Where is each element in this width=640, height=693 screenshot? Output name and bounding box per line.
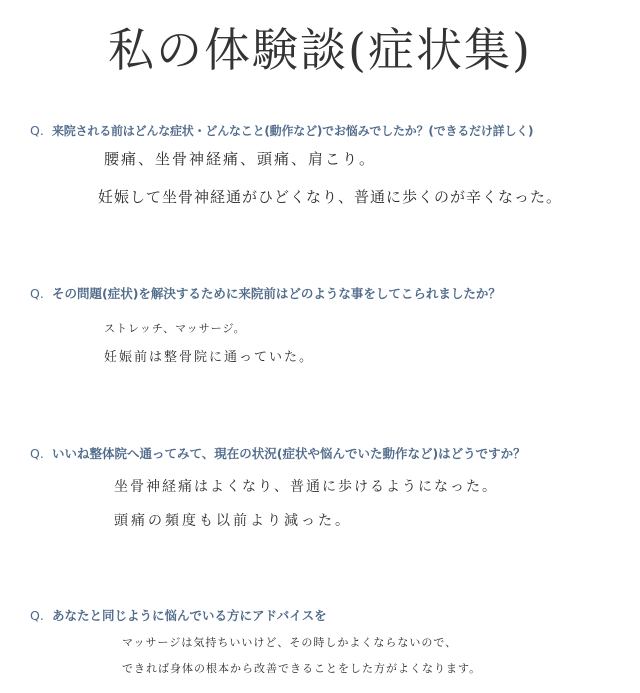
answer-line: 坐骨神経痛はよくなり、普通に歩けるようになった。 — [114, 479, 498, 495]
question-1 — [30, 122, 632, 139]
answer-line: 妊娠して坐骨神経通がひどくなり、普通に歩くのが辛くなった。 — [98, 188, 563, 206]
answer-line: 頭痛の頻度も以前より減った。 — [114, 513, 352, 529]
answer-line: 妊娠前は整骨院に通っていた。 — [104, 350, 315, 365]
answer-line: できれば身体の根本から改善できることをした方がよくなります。 — [122, 662, 482, 675]
question-4 — [30, 606, 632, 624]
answer-line: マッサージは気持ちいいけど、その時しかよくならないので、 — [122, 636, 458, 649]
question-2 — [30, 284, 632, 302]
question-text: あなたと同じように悩んでいる方にアドバイスを — [52, 608, 327, 623]
question-mark: Q. — [30, 123, 44, 138]
page-title: 私の体験談(症状集) — [108, 23, 532, 77]
question-3 — [30, 444, 632, 462]
question-mark: Q. — [30, 286, 44, 301]
answer-line: 腰痛、坐骨神経痛、頭痛、肩こり。 — [104, 150, 377, 168]
question-mark: Q. — [30, 446, 44, 461]
question-text: いいね整体院へ通ってみて、現在の状況(症状や悩んでいた動作など)はどうですか？ — [52, 446, 526, 461]
question-text: その問題(症状)を解決するために来院前はどのような事をしてこられましたか？ — [52, 286, 501, 301]
question-mark: Q. — [30, 608, 44, 623]
answer-line: ストレッチ、マッサージ。 — [104, 322, 246, 335]
question-text: 来院される前はどんな症状・どんなこと(動作など)でお悩みでしたか？(できるだけ詳しく) — [52, 124, 534, 138]
